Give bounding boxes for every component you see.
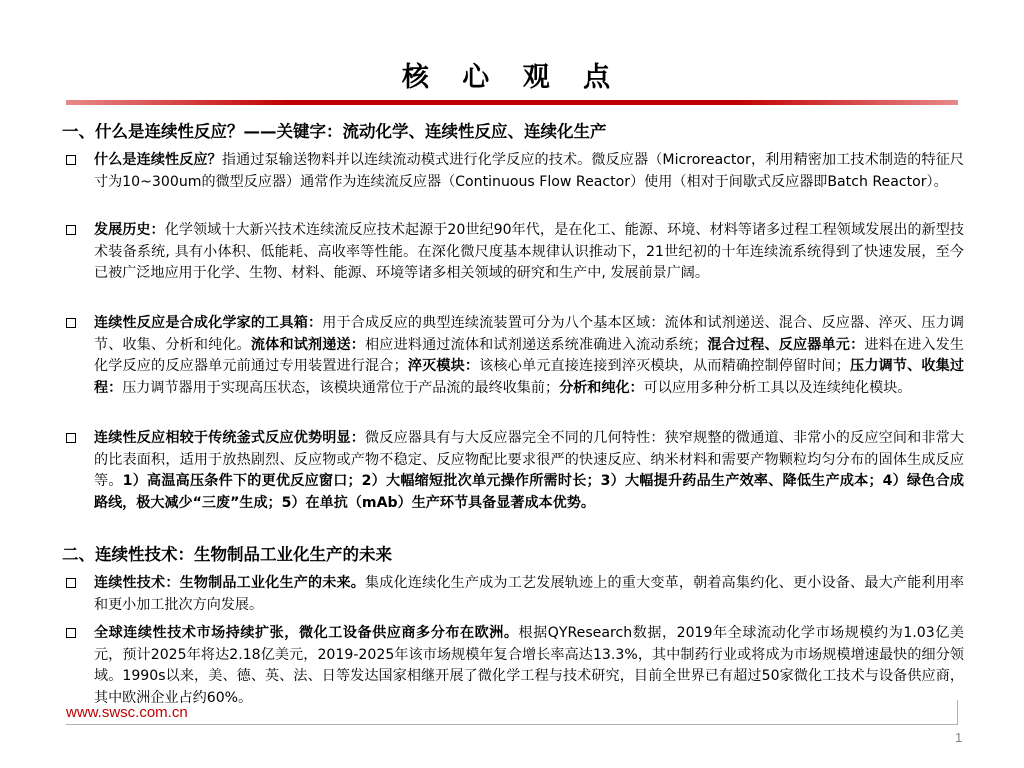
bullet-sublabel: 分析和纯化：: [559, 379, 644, 396]
bullet-body: 指通过泵输送物料并以连续流动模式进行化学反应的技术。微反应器（Microreactor，利用精密加工技术制造的特征尺寸为10~300um的微型反应器）通常作为连续流反应器（Continuous Flow Reactor）使用（相对于间歇式反应器即Batch Reactor）。: [94, 152, 965, 190]
bullet-label: 连续性反应相较于传统釜式反应优势明显：: [94, 430, 366, 446]
bullet-text: [94, 313, 964, 399]
section2-heading: 二、连续性技术：生物制品工业化生产的未来: [62, 545, 392, 564]
footer-divider-vertical: [957, 700, 958, 724]
square-bullet-icon: [66, 578, 76, 588]
bullet-body: 集成化连续化生产成为工艺发展轨迹上的重大变革，朝着高集约化、更小设备、最大产能利用率和更小加工批次方向发展。: [94, 575, 965, 613]
bullet-body: 微反应器具有与大反应器完全不同的几何特性：狭窄规整的微通道、非常小的反应空间和非常大的比表面积，适用于放热剧烈、反应物或产物不稳定、反应物配比要求很严的快速反应、纳米材料和需要产物颗粒均匀分布的固体生成反应等。: [94, 430, 965, 489]
square-bullet-icon: [66, 433, 76, 443]
bullet-text: [94, 220, 964, 285]
bullet-label: 连续性反应是合成化学家的工具箱：: [94, 315, 323, 331]
bullet-text: [94, 428, 964, 514]
square-bullet-icon: [66, 225, 76, 235]
square-bullet-icon: [66, 155, 76, 165]
square-bullet-icon: [66, 318, 76, 328]
page-number: 1: [955, 730, 963, 745]
bullet-body: 用于合成反应的典型连续流装置可分为八个基本区域：流体和试剂递送、混合、反应器、淬灭、压力调节、收集、分析和纯化。: [94, 315, 965, 353]
bullet-label: 全球连续性技术市场持续扩张，微化工设备供应商多分布在欧洲。: [94, 625, 519, 641]
bullet-body: 根据QYResearch数据，2019年全球流动化学市场规模约为1.03亿美元，预计2025年将达2.18亿美元，2019-2025年该市场规模年复合增长率高达13.3%，其中制药行业或将成为市场规模增速最快的细分领域。1990s以来，美、德、英、法、日等发达国家相继开展了微化学工程与技术研究，目前全世界已有超过50家微化工技术与设备供应商， 其中欧洲企业占约60%。: [94, 625, 964, 706]
bullet-sublabel: 混合过程、反应器单元：: [707, 336, 865, 353]
bullet-text: [94, 573, 964, 616]
bullet-label: 什么是连续性反应？: [94, 152, 222, 168]
bullet-bold-tail: 1）高温高压条件下的更优反应窗口；2）大幅缩短批次单元操作所需时长；3）大幅提升药品生产效率、降低生产成本；4）绿色合成路线，极大减少“三废”生成；5）在单抗（mAb）生产环节具备显著成本优势。: [94, 473, 964, 511]
bullet-body: 化学领域十大新兴技术连续流反应技术起源于20世纪90年代，是在化工、能源、环境、材料等诸多过程工程领域发展出的新型技术装备系统, 具有小体积、低能耗、高收率等性能。在深化微尺度基本规律认识推动下，21世纪初的十年连续流系统得到了快速发展，至今已被广泛地应用于化学、生物、材料、能源、环境等诸多相关领域的研究和生产中, 发展前景广阔。: [94, 222, 964, 281]
bullet-sublabel: 流体和试剂递送：: [250, 336, 366, 353]
section1-heading: 一、什么是连续性反应？——关键字：流动化学、连续性反应、连续化生产: [62, 122, 607, 141]
bullet-body: 该核心单元直接连接到淬灭模块，从而精确控制停留时间；: [479, 358, 850, 374]
bullet-body: 压力调节器用于实现高压状态，该模块通常位于产品流的最终收集前；: [122, 379, 560, 396]
footer-website-link[interactable]: www.swsc.com.cn: [66, 704, 188, 721]
bullet-text: [94, 623, 964, 709]
bullet-label: 连续性技术：生物制品工业化生产的未来。: [94, 575, 366, 591]
footer-divider: [66, 724, 958, 725]
title-underline: [66, 100, 958, 105]
bullet-body: 相应进料通过流体和试剂递送系统准确进入流动系统；: [365, 336, 708, 353]
bullet-text: [94, 150, 964, 193]
bullet-body: 进料在进入发生化学反应的反应器单元前通过专用装置进行混合；: [94, 336, 965, 374]
square-bullet-icon: [66, 628, 76, 638]
page-title: 核 心 观 点: [401, 62, 623, 93]
bullet-sublabel: 淬灭模块：: [407, 358, 480, 374]
bullet-sublabel: 压力调节、收集过程：: [94, 358, 965, 396]
bullet-body: 可以应用多种分析工具以及连续纯化模块。: [643, 379, 912, 396]
bullet-label: 发展历史：: [94, 222, 165, 238]
